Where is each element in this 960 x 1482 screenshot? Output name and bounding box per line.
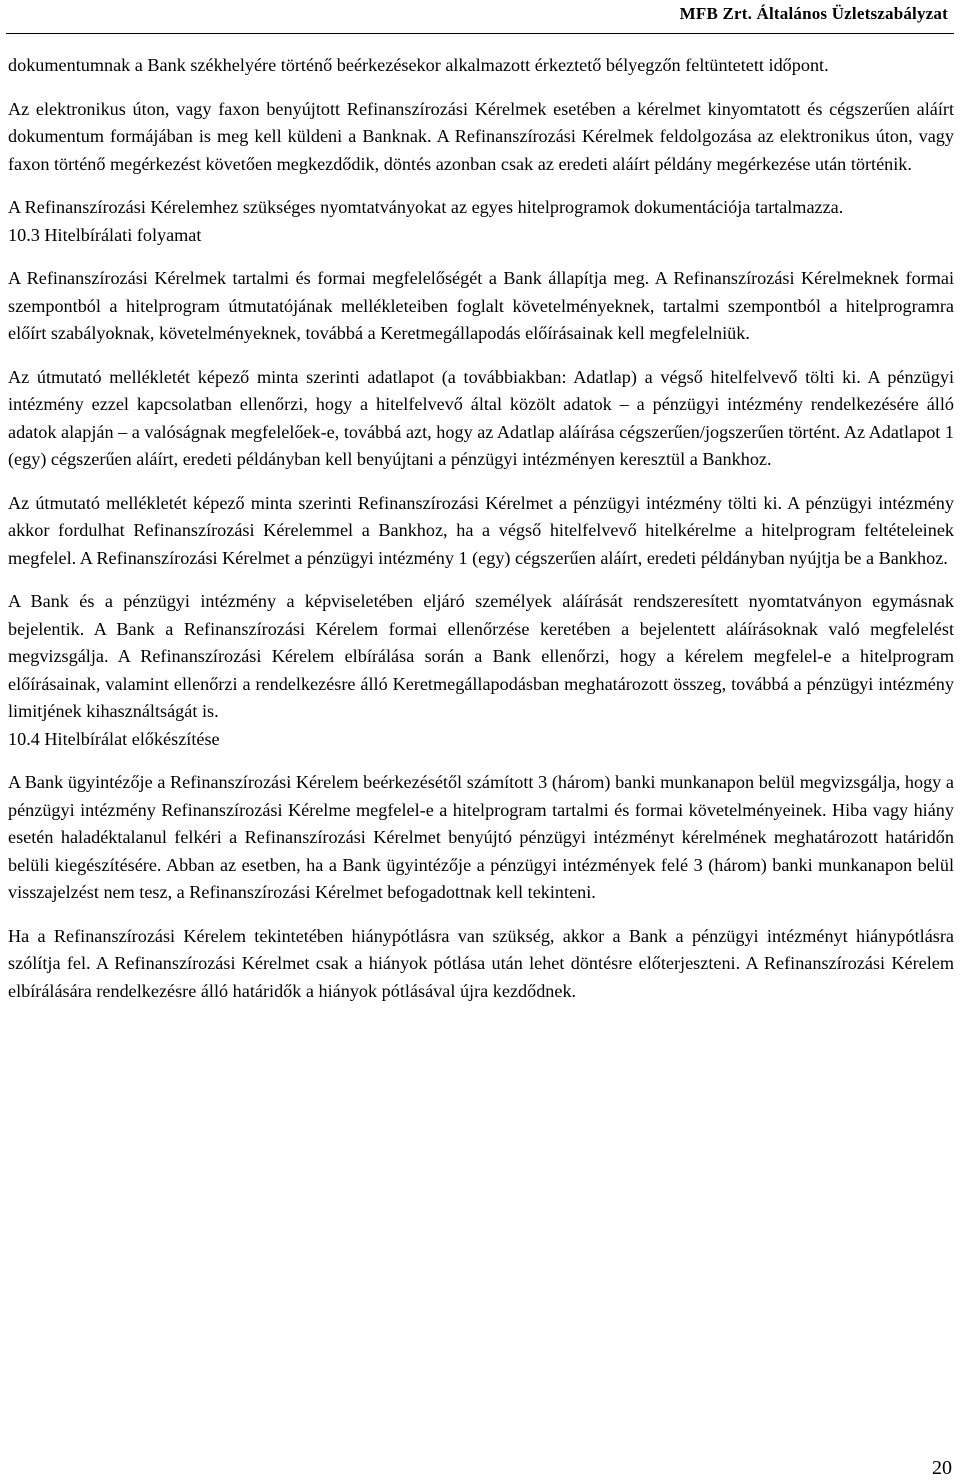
paragraph-deficiency-remedy: Ha a Refinanszírozási Kérelem tekintetében hiánypótlásra van szükség, akkor a Bank a pénzügyi intézményt hiánypótlásra szólítja fel. A Refinanszírozási Kérelmet csak a hiányok pótlása után lehet döntésre előterjeszteni. A Refinanszírozási Kérelem elbírálására rendelkezésre álló határidők a hiányok pótlásával újra kezdődnek. (8, 925, 954, 1001)
header-divider (6, 33, 954, 34)
paragraph-review-deadline: A Bank ügyintézője a Refinanszírozási Kérelem beérkezésétől számított 3 (három) banki munkanapon belül megvizsgálja, hogy a pénzügyi intézmény Refinanszírozási Kérelme megfelel-e a hitelprogram tartalmi és formai követelményeinek. Hiba vagy hiány esetén haladéktalanul felkéri a Refinanszírozási Kérelmet benyújtó pénzügyi intézményt kérelmének meghatározott határidőn belüli kiegészítésére. Abban az esetben, ha a Bank ügyintézője a pénzügyi intézmények felé 3 (három) banki munkanapon belül visszajelzést nem tesz, a Refinanszírozási Kérelmet befogadottnak kell tekinteni. (8, 772, 954, 902)
paragraph-compliance-check: A Refinanszírozási Kérelmek tartalmi és formai megfelelőségét a Bank állapítja meg. A Refinanszírozási Kérelmeknek formai szempontból a hitelprogram útmutatójának mellékleteiben foglalt követelményeknek, tartalmi szempontból a hitelprogramra előírt szabályoknak, követelményeknek, továbbá a Keretmegállapodás előírásainak kell megfelelniük. (8, 268, 954, 343)
document-header-title: MFB Zrt. Általános Üzletszabályzat (679, 4, 948, 23)
paragraph-electronic-submission: Az elektronikus úton, vagy faxon benyújtott Refinanszírozási Kérelmek esetében a kérelmet kinyomtatott és cégszerűen aláírt dokumentum formájában is meg kell küldeni a Banknak. A Refinanszírozási Kérelmek feldolgozása az elektronikus úton, vagy faxon történő megérkezést követően megkezdődik, döntés azonban csak az eredeti aláírt példány megérkezése után történik. (8, 98, 954, 174)
paragraph-datasheet: Az útmutató mellékletét képező minta szerinti adatlapot (a továbbiakban: Adatlap) a végső hitelfelvevő tölti ki. A pénzügyi intézmény ezzel kapcsolatban ellenőrzi, hogy a hitelfelvevő által közölt adatok – a pénzügyi intézmény rendelkezésére álló adatok alapján – a valóságnak megfelelőek-e, továbbá azt, hogy az Adatlap aláírása cégszerűen/jogszerűen történt. Az Adatlapot 1 (egy) cégszerűen aláírt, eredeti példányban kell benyújtani a pénzügyi intézményen keresztül a Bankhoz. (8, 366, 954, 469)
paragraph-signature-verification: A Bank és a pénzügyi intézmény a képviseletében eljáró személyek aláírását rendszeresített nyomtatványon egymásnak bejelentik. A Bank a Refinanszírozási Kérelem formai ellenőrzése keretében a bejelentett aláírásoknak való megfelelést megvizsgálja. A Refinanszírozási Kérelem elbírálása során a Bank ellenőrzi, hogy a kérelem megfelel-e a hitelprogram előírásainak, valamint ellenőrzi a rendelkezésre álló Keretmegállapodásban meghatározott összeg, továbbá a pénzügyi intézmény limitjének kihasználtságát is. (8, 591, 954, 721)
section-heading-10-4: 10.4 Hitelbírálat előkészítése (8, 728, 220, 749)
paragraph-received-timestamp: dokumentumnak a Bank székhelyére történő beérkezésekor alkalmazott érkeztető bélyegzőn feltüntetett időpont. (8, 55, 829, 75)
paragraph-refinancing-request: Az útmutató mellékletét képező minta szerinti Refinanszírozási Kérelmet a pénzügyi intézmény tölti ki. A pénzügyi intézmény akkor fordulhat Refinanszírozási Kérelemmel a Bankhoz, ha a végső hitelfelvevő hitelkérelme a hitelprogram feltételeinek megfelel. A Refinanszírozási Kérelmet a pénzügyi intézmény 1 (egy) cégszerűen aláírt, eredeti példányban nyújtja be a Bankhoz. (8, 492, 954, 568)
document-body (8, 52, 954, 1005)
section-heading-10-3: 10.3 Hitelbírálati folyamat (8, 224, 202, 245)
page-number: 20 (932, 1457, 952, 1479)
paragraph-required-forms: A Refinanszírozási Kérelemhez szükséges nyomtatványokat az egyes hitelprogramok dokumentációja tartalmazza. (8, 197, 844, 217)
